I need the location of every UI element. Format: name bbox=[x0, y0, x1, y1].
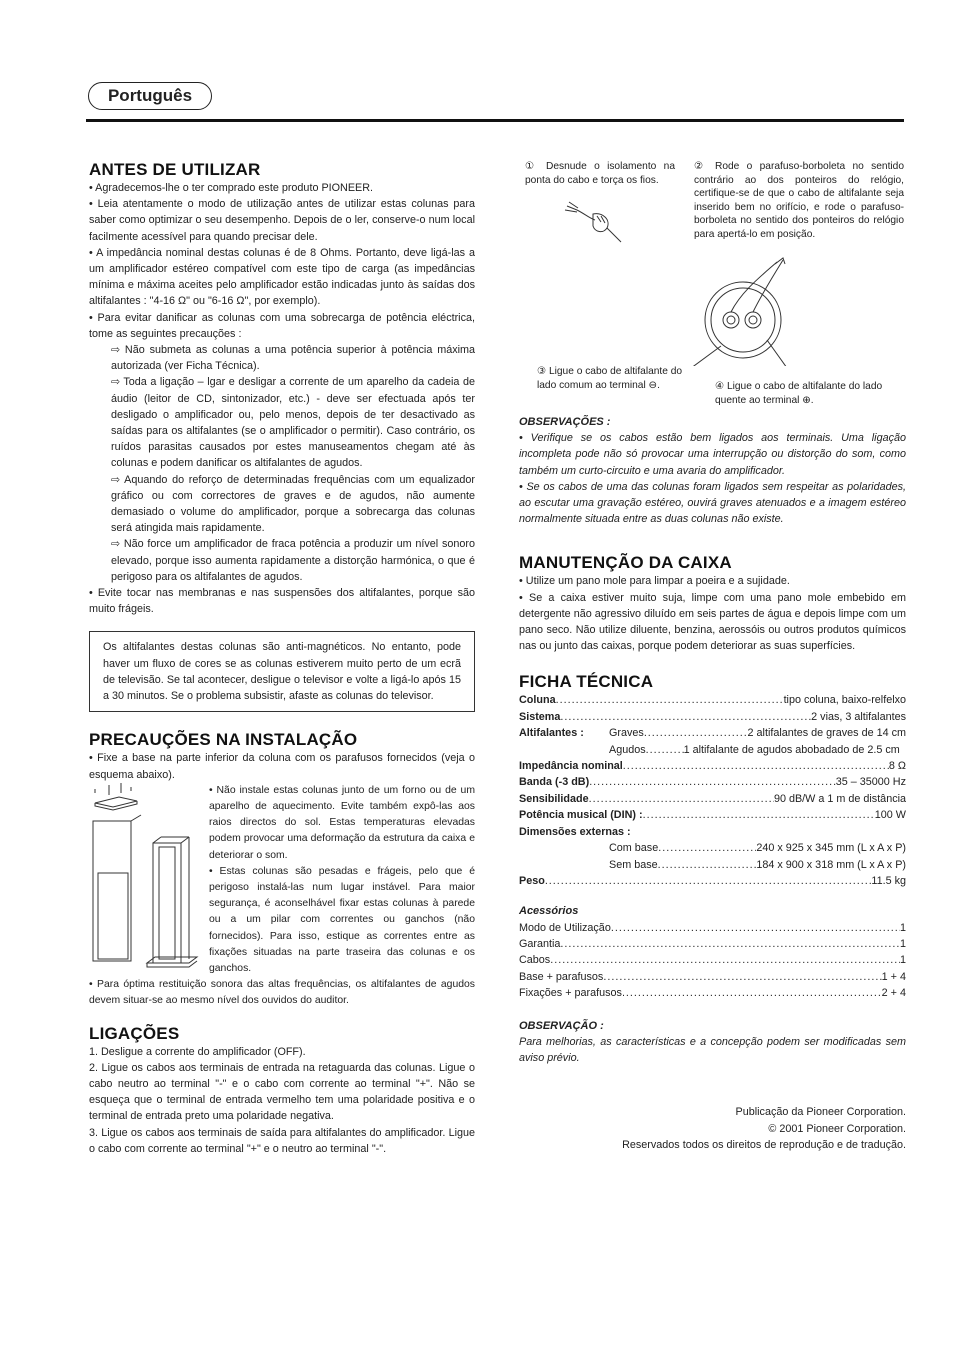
antes-p5: • Evite tocar nas membranas e nas suspensões dos altifalantes, porque são muito frágeis. bbox=[89, 587, 475, 616]
step-3: ③ Ligue o cabo de altifalante do lado comum ao terminal ⊖. bbox=[537, 366, 683, 391]
spec-table bbox=[519, 692, 906, 889]
spec-peso: Peso ..... 11.5 kg bbox=[519, 873, 906, 889]
antes-p4: • Para evitar danificar as colunas com uma sobrecarga de potência eléctrica, tome as seguintes precauções : bbox=[89, 311, 475, 340]
manutencao-p2: • Se a caixa estiver muito suja, limpe com uma pano mole embebido em detergente não agressivo diluído em seis partes de água e depois limpe com um pano seco. Não utilize diluente, benzina, aerossóis ou outros produtos químicos nas ou junto das caixas, porque podem deteriorar as suas superfícies. bbox=[519, 591, 906, 653]
precaucoes-title: PRECAUÇÕES NA INSTALAÇÃO bbox=[89, 730, 358, 750]
precaucoes-p2: • Não instale estas colunas junto de um forno ou de um aparelho de aquecimento. Evite também expô-las aos raios directos do sol. Estas temperaturas elevadas podem provocar uma deformação da estrutura da caixa e deteriorar o som. bbox=[209, 784, 475, 861]
acc-fixacoes: Fixações + parafusos ..... 2 + 4 bbox=[519, 985, 906, 1001]
antes-c3: ⇨ Aquando do reforço de determinadas frequências com um equalizador gráfico ou com correctores de graves e de agudos, não aumente demasiado o volume do amplificador, porque a sobrecarga das colunas será atingida mais rapidamente. bbox=[111, 473, 475, 535]
spec-banda: Banda (-3 dB) ..... 35 – 35000 Hz bbox=[519, 774, 906, 790]
publication-info bbox=[519, 1104, 906, 1153]
ligacoes-s1: 1. Desligue a corrente do amplificador (OFF). bbox=[89, 1045, 306, 1058]
left-column bbox=[89, 160, 475, 1157]
step-4: ④ Ligue o cabo de altifalante do lado quente ao terminal ⊕. bbox=[715, 381, 883, 406]
antes-p3: • A impedância nominal destas colunas é de 8 Ohms. Portanto, deve ligá-las a um amplificador estéreo compatível com este tipo de carga (as impedâncias mínima e máxima aceites pelo amplificador estão indicadas junto às saídas dos altifalantes : "4-16 Ω" ou "6-16 Ω", por exemplo). bbox=[89, 246, 475, 308]
publication-line-1: Publicação da Pioneer Corporation. bbox=[735, 1106, 906, 1119]
spec-agudos: Agudos ..... 1 altifalante de agudos abobadado de 2.5 cm bbox=[519, 742, 906, 758]
observacao-text: Para melhorias, as características e a concepção podem ser modificadas sem aviso prévio. bbox=[519, 1035, 906, 1064]
spec-dimensoes: Dimensões externas : bbox=[519, 825, 631, 838]
spec-potencia: Potência musical (DIN) : ..... 100 W bbox=[519, 807, 906, 823]
antes-title: ANTES DE UTILIZAR bbox=[89, 160, 261, 179]
acessorios-title: Acessórios bbox=[519, 905, 579, 918]
observacoes-o1: • Verifique se os cabos estão bem ligados aos terminais. Uma ligação incompleta pode não só provocar uma interrupção ou distorção do som, como também um curto-circuito e uma avaria do amplificador. bbox=[519, 432, 906, 477]
terminal-illustration bbox=[691, 256, 811, 366]
spec-graves: Altifalantes : Graves ..... 2 altifalantes de graves de 14 cm bbox=[519, 725, 906, 741]
precaucoes-p3: • Estas colunas são pesadas e frágeis, pelo que é perigoso instalá-las num lugar instável. Para maior segurança, é aconselhável fixar estas colunas à parede ou a um pilar com correntes ou ganchos (não fornecidos). Para isso, estique as correntes entre as fixações situadas na parte traseira das colunas e os ganchos. bbox=[209, 865, 475, 974]
spec-coluna: Coluna ..... tipo coluna, baixo-relfelxo bbox=[519, 692, 906, 708]
precaucoes-p1: • Fixe a base na parte inferior da coluna com os parafusos fornecidos (veja o esquema abaixo). bbox=[89, 752, 475, 781]
antes-p2: • Leia atentamente o modo de utilização antes de utilizar estas colunas para saber como optimizar o seu desempenho. Depois de o ler, conserve-o num local facilmente acessível para quando precisar dele. bbox=[89, 198, 475, 243]
step-2: ② Rode o parafuso-borboleta no sentido contrário ao dos ponteiros do relógio, certifique-se de que o cabo de altifalante seja inserido bem no orifício, e rode o parafuso-borboleta no sentido dos ponteiros do relógio para apertá-lo em posição. bbox=[694, 161, 904, 240]
speaker-base-illustration bbox=[89, 783, 205, 973]
antes-c2: ⇨ Toda a ligação – lgar e desligar a corrente de um aparelho da cadeia de áudio (leitor de CD, sintonizador, etc.) - deve ser efectuada após ter desligado o amplificador ou, pelo menos, depois de ter desactivado as saídas para os altifalantes (se o amplificador o permitir). Caso contrário, os ruídos parasitas causados por estes manuseamentos chegam até às colunas e podem danificar os altifalantes de agudos. bbox=[111, 376, 475, 470]
acc-cabos: Cabos ..... 1 bbox=[519, 952, 906, 968]
publication-line-3: Reservados todos os direitos de reprodução e de tradução. bbox=[622, 1138, 906, 1151]
observacoes-o2: • Se os cabos de uma das colunas foram ligados sem respeitar as polaridades, ao escutar uma gravação estéreo, ouvirá graves atenuados e a imagem estéreo normalmente situada entre as duas colunas não existe. bbox=[519, 480, 906, 526]
wire-twist-illustration bbox=[559, 196, 629, 246]
observacoes-title: OBSERVAÇÕES : bbox=[519, 416, 611, 428]
spec-com-base: Com base ..... 240 x 925 x 345 mm (L x A x P) bbox=[519, 840, 906, 856]
ligacoes-title: LIGAÇÕES bbox=[89, 1023, 180, 1043]
spec-impedancia: Impedância nominal ..... 8 Ω bbox=[519, 758, 906, 774]
anti-magnetic-notice: Os altifalantes destas colunas são anti-magnéticos. No entanto, pode haver um fluxo de cores se as colunas estiverem muito perto de um ecrã de televisão. Se tal acontecer, desligue o televisor e volte a ligá-lo após 15 a 30 minutos. Se o problema subsistir, afaste as colunas do televisor. bbox=[89, 631, 475, 712]
installation-block bbox=[89, 783, 475, 1010]
antes-c4: ⇨ Não force um amplificador de fraca potência a produzir um nível sonoro elevado, porque isso aumenta rapidamente a distorção harmónica, o que é perigoso para os altifalantes de agudos. bbox=[111, 538, 475, 583]
ligacoes-s2: 2. Ligue os cabos aos terminais de entrada na retaguarda das colunas. Ligue o cabo neutro ao terminal "-" e o cabo com corrente ao terminal "+". Não se esqueça que o terminal de entrada vermelho tem uma polaridade positiva e o terminal de entrada preto uma polaridade negativa. bbox=[89, 1061, 475, 1123]
manutencao-p1: • Utilize um pano mole para limpar a poeira e a sujidade. bbox=[519, 575, 790, 588]
acc-garantia: Garantia ..... 1 bbox=[519, 936, 906, 952]
right-column bbox=[519, 160, 906, 1153]
acc-base: Base + parafusos ..... 1 + 4 bbox=[519, 969, 906, 985]
spec-sensibilidade: Sensibilidade ..... 90 dB/W a 1 m de distância bbox=[519, 791, 906, 807]
manutencao-title: MANUTENÇÃO DA CAIXA bbox=[519, 553, 732, 573]
spec-sem-base: Sem base ..... 184 x 900 x 318 mm (L x A x P) bbox=[519, 857, 906, 873]
header-rule bbox=[86, 119, 904, 122]
ligacoes-s3: 3. Ligue os cabos aos terminais de saída para altifalantes do amplificador. Ligue o cabo com corrente ao terminal "+" e o neutro ao terminal "-". bbox=[89, 1126, 475, 1155]
observacao-title: OBSERVAÇÃO : bbox=[519, 1019, 604, 1032]
ficha-title: FICHA TÉCNICA bbox=[519, 672, 654, 692]
spec-sistema: Sistema ..... 2 vias, 3 altifalantes bbox=[519, 709, 906, 725]
step-1: ① Desnude o isolamento na ponta do cabo e torça os fios. bbox=[525, 161, 675, 186]
acc-modo: Modo de Utilização ..... 1 bbox=[519, 920, 906, 936]
publication-line-2: © 2001 Pioneer Corporation. bbox=[768, 1122, 906, 1135]
language-tab: Português bbox=[88, 82, 212, 110]
precaucoes-p4: • Para óptima restituição sonora das altas frequências, os altifalantes de agudos devem situar-se ao mesmo nível dos ouvidos do auditor. bbox=[89, 979, 475, 1007]
antes-c1: ⇨ Não submeta as colunas a uma potência superior à potência máxima autorizada (ver Ficha Técnica). bbox=[111, 344, 475, 373]
antes-p1: • Agradecemos-lhe o ter comprado este produto PIONEER. bbox=[89, 182, 374, 194]
connection-steps bbox=[519, 160, 906, 404]
accessories-list bbox=[519, 920, 906, 1002]
